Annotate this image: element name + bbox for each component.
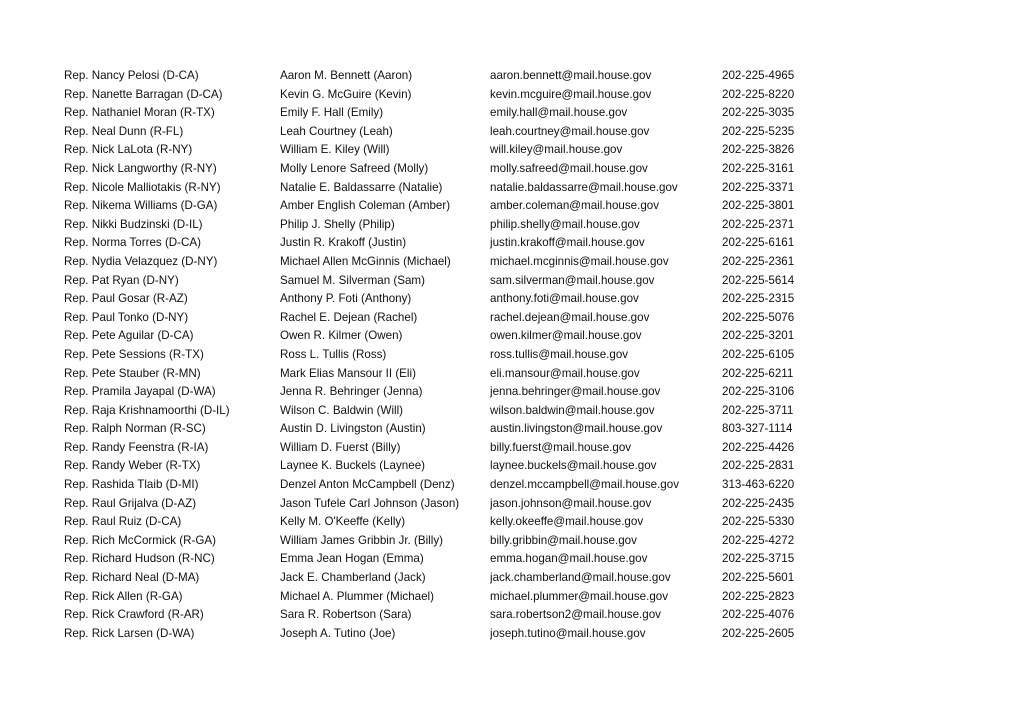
- office-phone: 202-225-2831: [722, 459, 795, 473]
- office-phone: 202-225-5076: [722, 310, 795, 324]
- table-row: [64, 234, 824, 253]
- staff-email: michael.mcginnis@mail.house.gov: [490, 254, 669, 268]
- table-row: [64, 104, 824, 123]
- staff-contact-name: Kelly M. O'Keeffe (Kelly): [280, 515, 406, 529]
- office-phone: 202-225-8220: [722, 87, 795, 101]
- representative-name: Rep. Paul Tonko (D-NY): [64, 310, 189, 324]
- representative-name: Rep. Pat Ryan (D-NY): [64, 273, 179, 287]
- office-phone: 202-225-4272: [722, 533, 795, 547]
- representative-name: Rep. Nikki Budzinski (D-IL): [64, 217, 203, 231]
- staff-email: laynee.buckels@mail.house.gov: [490, 459, 657, 473]
- staff-contact-name: Philip J. Shelly (Philip): [280, 217, 395, 231]
- representative-name: Rep. Paul Gosar (R-AZ): [64, 292, 188, 306]
- staff-email: will.kiley@mail.house.gov: [490, 143, 623, 157]
- staff-contact-name: Aaron M. Bennett (Aaron): [280, 69, 413, 82]
- office-phone: 202-225-3201: [722, 329, 795, 343]
- table-row: [64, 272, 824, 291]
- office-phone: 202-225-3826: [722, 143, 795, 157]
- table-row: [64, 346, 824, 365]
- office-phone: 202-225-5601: [722, 571, 795, 585]
- table-row: [64, 216, 824, 235]
- staff-email: kelly.okeeffe@mail.house.gov: [490, 515, 644, 529]
- table-row: [64, 606, 824, 625]
- contact-table: [64, 67, 824, 643]
- staff-contact-name: Rachel E. Dejean (Rachel): [280, 310, 418, 324]
- staff-email: aaron.bennett@mail.house.gov: [490, 69, 652, 82]
- table-row: [64, 495, 824, 514]
- office-phone: 202-225-2823: [722, 589, 795, 603]
- staff-contact-name: William James Gribbin Jr. (Billy): [280, 533, 443, 547]
- representative-name: Rep. Rashida Tlaib (D-MI): [64, 478, 199, 492]
- table-row: [64, 67, 824, 86]
- staff-contact-name: Laynee K. Buckels (Laynee): [280, 459, 426, 473]
- staff-contact-name: Austin D. Livingston (Austin): [280, 422, 426, 436]
- staff-email: denzel.mccampbell@mail.house.gov: [490, 478, 679, 492]
- representative-name: Rep. Rick Crawford (R-AR): [64, 608, 204, 622]
- representative-name: Rep. Randy Feenstra (R-IA): [64, 440, 209, 454]
- office-phone: 202-225-3801: [722, 199, 795, 213]
- representative-name: Rep. Rich McCormick (R-GA): [64, 533, 217, 547]
- staff-email: jason.johnson@mail.house.gov: [490, 496, 652, 510]
- representative-name: Rep. Raul Ruiz (D-CA): [64, 515, 182, 529]
- office-phone: 202-225-6105: [722, 347, 795, 361]
- staff-contact-name: Jason Tufele Carl Johnson (Jason): [280, 496, 460, 510]
- office-phone: 202-225-6161: [722, 236, 795, 250]
- staff-contact-name: William D. Fuerst (Billy): [280, 440, 401, 454]
- staff-contact-name: Ross L. Tullis (Ross): [280, 347, 387, 361]
- office-phone: 202-225-2315: [722, 292, 795, 306]
- staff-contact-name: Jack E. Chamberland (Jack): [280, 571, 426, 585]
- staff-email: jack.chamberland@mail.house.gov: [490, 571, 671, 585]
- representative-name: Rep. Richard Hudson (R-NC): [64, 552, 215, 566]
- staff-email: amber.coleman@mail.house.gov: [490, 199, 660, 213]
- staff-email: owen.kilmer@mail.house.gov: [490, 329, 642, 343]
- office-phone: 202-225-3035: [722, 106, 795, 120]
- staff-email: emma.hogan@mail.house.gov: [490, 552, 648, 566]
- representative-name: Rep. Randy Weber (R-TX): [64, 459, 201, 473]
- staff-contact-name: Emily F. Hall (Emily): [280, 106, 384, 120]
- representative-name: Rep. Raul Grijalva (D-AZ): [64, 496, 197, 510]
- staff-contact-name: William E. Kiley (Will): [280, 143, 390, 157]
- staff-email: billy.gribbin@mail.house.gov: [490, 533, 637, 547]
- staff-email: jenna.behringer@mail.house.gov: [490, 385, 661, 399]
- staff-email: billy.fuerst@mail.house.gov: [490, 440, 632, 454]
- office-phone: 202-225-5235: [722, 124, 795, 138]
- staff-contact-name: Sara R. Robertson (Sara): [280, 608, 412, 622]
- staff-contact-name: Emma Jean Hogan (Emma): [280, 552, 424, 566]
- representative-name: Rep. Nanette Barragan (D-CA): [64, 87, 223, 101]
- representative-name: Rep. Richard Neal (D-MA): [64, 571, 200, 585]
- staff-email: kevin.mcguire@mail.house.gov: [490, 87, 652, 101]
- table-row: [64, 86, 824, 105]
- office-phone: 803-327-1114: [722, 422, 793, 436]
- staff-contact-name: Joseph A. Tutino (Joe): [280, 626, 396, 640]
- table-row: [64, 327, 824, 346]
- office-phone: 202-225-5330: [722, 515, 795, 529]
- representative-name: Rep. Pete Sessions (R-TX): [64, 347, 204, 361]
- staff-email: michael.plummer@mail.house.gov: [490, 589, 669, 603]
- office-phone: 202-225-2605: [722, 626, 795, 640]
- staff-contact-name: Amber English Coleman (Amber): [280, 199, 451, 213]
- representative-name: Rep. Neal Dunn (R-FL): [64, 124, 184, 138]
- staff-contact-name: Denzel Anton McCampbell (Denz): [280, 478, 455, 492]
- staff-email: ross.tullis@mail.house.gov: [490, 347, 629, 361]
- table-row: [64, 476, 824, 495]
- office-phone: 202-225-3371: [722, 180, 795, 194]
- table-row: [64, 179, 824, 198]
- staff-email: austin.livingston@mail.house.gov: [490, 422, 663, 436]
- staff-contact-name: Mark Elias Mansour II (Eli): [280, 366, 416, 380]
- staff-email: anthony.foti@mail.house.gov: [490, 292, 639, 306]
- table-row: [64, 532, 824, 551]
- table-row: [64, 439, 824, 458]
- office-phone: 202-225-4076: [722, 608, 795, 622]
- representative-name: Rep. Nick LaLota (R-NY): [64, 143, 193, 157]
- table-row: [64, 383, 824, 402]
- staff-email: leah.courtney@mail.house.gov: [490, 124, 650, 138]
- representative-name: Rep. Raja Krishnamoorthi (D-IL): [64, 403, 230, 417]
- office-phone: 202-225-4426: [722, 440, 795, 454]
- office-phone: 202-225-3106: [722, 385, 795, 399]
- staff-email: natalie.baldassarre@mail.house.gov: [490, 180, 678, 194]
- staff-contact-name: Samuel M. Silverman (Sam): [280, 273, 425, 287]
- representative-name: Rep. Nancy Pelosi (D-CA): [64, 69, 199, 82]
- table-row: [64, 123, 824, 142]
- staff-email: wilson.baldwin@mail.house.gov: [490, 403, 655, 417]
- table-row: [64, 365, 824, 384]
- table-row: [64, 513, 824, 532]
- staff-email: justin.krakoff@mail.house.gov: [490, 236, 645, 250]
- staff-contact-name: Justin R. Krakoff (Justin): [280, 236, 407, 250]
- staff-email: joseph.tutino@mail.house.gov: [490, 626, 646, 640]
- table-row: [64, 160, 824, 179]
- staff-contact-name: Jenna R. Behringer (Jenna): [280, 385, 423, 399]
- staff-email: sara.robertson2@mail.house.gov: [490, 608, 661, 622]
- staff-contact-name: Michael Allen McGinnis (Michael): [280, 254, 451, 268]
- office-phone: 202-225-3711: [722, 403, 794, 417]
- office-phone: 202-225-4965: [722, 69, 795, 82]
- office-phone: 202-225-6211: [722, 366, 794, 380]
- table-row: [64, 290, 824, 309]
- table-row: [64, 588, 824, 607]
- representative-name: Rep. Nathaniel Moran (R-TX): [64, 106, 215, 120]
- office-phone: 202-225-2371: [722, 217, 795, 231]
- staff-contact-name: Michael A. Plummer (Michael): [280, 589, 434, 603]
- table-row: [64, 141, 824, 160]
- table-row: [64, 420, 824, 439]
- staff-email: emily.hall@mail.house.gov: [490, 106, 628, 120]
- staff-email: sam.silverman@mail.house.gov: [490, 273, 655, 287]
- representative-name: Rep. Rick Larsen (D-WA): [64, 626, 195, 640]
- staff-email: rachel.dejean@mail.house.gov: [490, 310, 650, 324]
- staff-email: eli.mansour@mail.house.gov: [490, 366, 640, 380]
- representative-name: Rep. Pramila Jayapal (D-WA): [64, 385, 216, 399]
- table-row: [64, 550, 824, 569]
- table-row: [64, 457, 824, 476]
- staff-email: molly.safreed@mail.house.gov: [490, 161, 648, 175]
- representative-name: Rep. Norma Torres (D-CA): [64, 236, 202, 250]
- staff-email: philip.shelly@mail.house.gov: [490, 217, 640, 231]
- table-row: [64, 197, 824, 216]
- representative-name: Rep. Nick Langworthy (R-NY): [64, 161, 217, 175]
- staff-contact-name: Molly Lenore Safreed (Molly): [280, 161, 429, 175]
- representative-name: Rep. Rick Allen (R-GA): [64, 589, 183, 603]
- staff-contact-name: Leah Courtney (Leah): [280, 124, 393, 138]
- staff-contact-name: Kevin G. McGuire (Kevin): [280, 87, 412, 101]
- office-phone: 313-463-6220: [722, 478, 795, 492]
- office-phone: 202-225-2361: [722, 254, 795, 268]
- representative-name: Rep. Ralph Norman (R-SC): [64, 422, 206, 436]
- office-phone: 202-225-3161: [722, 161, 795, 175]
- representative-name: Rep. Pete Stauber (R-MN): [64, 366, 201, 380]
- table-row: [64, 402, 824, 421]
- staff-contact-name: Anthony P. Foti (Anthony): [280, 292, 412, 306]
- representative-name: Rep. Nicole Malliotakis (R-NY): [64, 180, 221, 194]
- table-row: [64, 569, 824, 588]
- table-row: [64, 253, 824, 272]
- representative-name: Rep. Nydia Velazquez (D-NY): [64, 254, 218, 268]
- staff-contact-name: Owen R. Kilmer (Owen): [280, 329, 403, 343]
- office-phone: 202-225-5614: [722, 273, 795, 287]
- office-phone: 202-225-2435: [722, 496, 795, 510]
- representative-name: Rep. Nikema Williams (D-GA): [64, 199, 218, 213]
- representative-name: Rep. Pete Aguilar (D-CA): [64, 329, 194, 343]
- staff-contact-name: Natalie E. Baldassarre (Natalie): [280, 180, 443, 194]
- table-row: [64, 625, 824, 644]
- office-phone: 202-225-3715: [722, 552, 795, 566]
- table-row: [64, 309, 824, 328]
- staff-contact-name: Wilson C. Baldwin (Will): [280, 403, 404, 417]
